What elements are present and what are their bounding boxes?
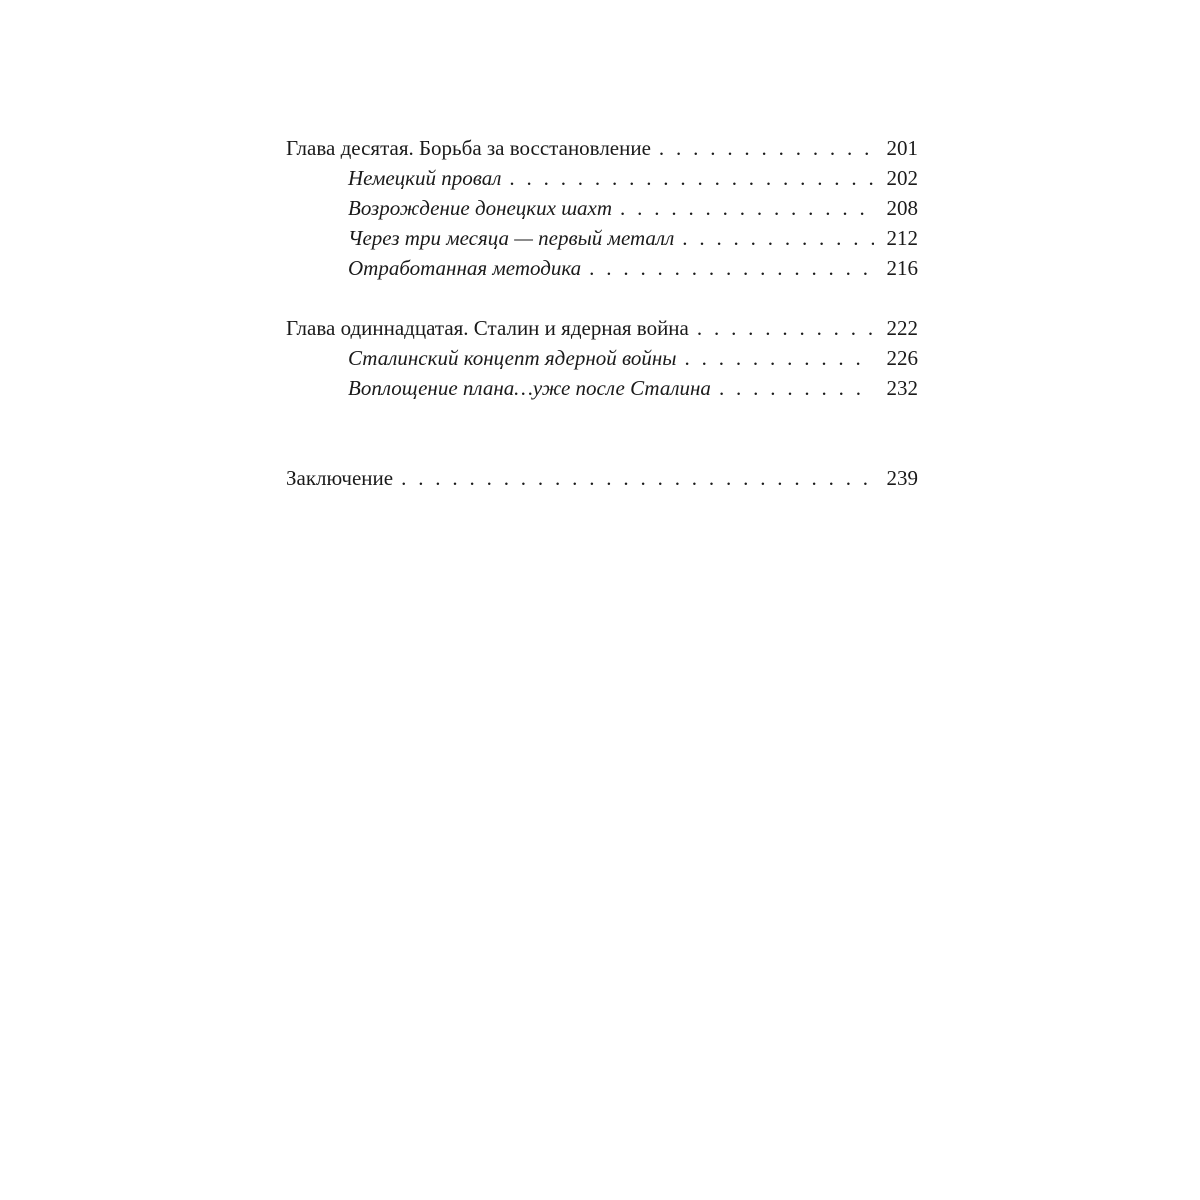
page-number: 222	[886, 316, 918, 340]
section-title: Сталинский концепт ядерной войны	[348, 346, 677, 370]
toc-chapter-10	[286, 133, 918, 163]
dot-leader	[589, 253, 874, 283]
dot-leader	[401, 463, 874, 493]
toc-section	[286, 193, 918, 223]
page-number: 208	[886, 196, 918, 220]
chapter-title: Глава десятая. Борьба за восстановление	[286, 136, 651, 160]
page-number: 226	[886, 346, 918, 370]
toc-conclusion	[286, 463, 918, 493]
section-title: Немецкий провал	[348, 166, 502, 190]
table-of-contents	[286, 133, 918, 493]
conclusion-title: Заключение	[286, 466, 394, 490]
chapter-title: Глава одиннадцатая. Сталин и ядерная война	[286, 316, 689, 340]
dot-leader	[719, 373, 874, 403]
toc-section	[286, 223, 918, 253]
page-number: 212	[886, 226, 918, 250]
dot-leader	[685, 343, 874, 373]
toc-section	[286, 253, 918, 283]
dot-leader	[509, 163, 874, 193]
section-title: Воплощение плана…уже после Сталина	[348, 376, 711, 400]
dot-leader	[682, 223, 874, 253]
page-number: 201	[886, 136, 918, 160]
dot-leader	[659, 133, 874, 163]
dot-leader	[697, 313, 874, 343]
dot-leader	[620, 193, 874, 223]
page-number: 202	[886, 166, 918, 190]
page-number: 216	[886, 256, 918, 280]
section-title: Через три месяца — первый металл	[348, 226, 675, 250]
toc-section	[286, 373, 918, 403]
toc-section	[286, 163, 918, 193]
section-title: Отработанная методика	[348, 256, 582, 280]
toc-section	[286, 343, 918, 373]
section-title: Возрождение донецких шахт	[348, 196, 613, 220]
toc-chapter-11	[286, 313, 918, 343]
page-number: 239	[886, 466, 918, 490]
conclusion-spacer	[286, 403, 918, 463]
chapter-spacer	[286, 283, 918, 313]
page-number: 232	[886, 376, 918, 400]
